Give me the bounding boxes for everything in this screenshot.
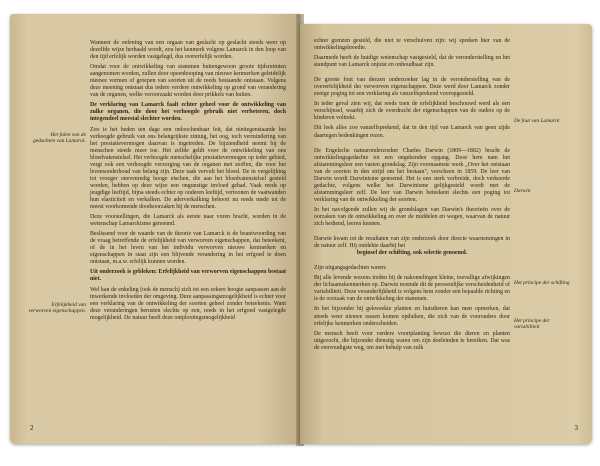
paragraph: Deze voorstellingen, die Lamarck als eerste naar voren bracht, worden in de wetenschap Lamarckisme genoemd. [90, 214, 286, 228]
paragraph: Bij alle levende wezens treden bij de nakomelingen kleine, toevallige afwijkingen der lichaamskenmerken op. Darwin noemde dit de persoonlijke verscheidenheid of variabiliteit. Deze veranderlijkheid is volgens hem zonder een bepaalde richting en is de oorzaak van de ontwikkeling der stammen. [314, 275, 510, 303]
side-note: De fout van Lamarck [514, 118, 560, 124]
paragraph-bold: Uit onderzoek is gebleken: Erfelijkheid van verworven eigenschappen bestaat niet. [90, 269, 286, 283]
paragraph: Zijn uitgangsgedachten waren: [314, 265, 387, 272]
paragraph: De Engelsche natuuronderzoeker Charles Darwin (1809—1882) bracht de ontwikkelingsgedachte tot een ongekenden opgang. Door hem nam het afstammingsleer een vasten grondslag. Zijn voornaamste werk „Over het ontstaan van de soorten in den strijd om het bestaan", verscheen in 1859. De leer van Darwin wordt Darwinisme genoemd. Het is een sterk verbreide, doch verkeerde gedachte, volgens welke het Darwinisme gelijkgesteld wordt met de afstammingsleer zelf. De leer van Darwin beteekent slechts een poging tot verklaring van de ontwikkeling der soorten. [314, 147, 510, 203]
paragraph: In het bijzonder bij gekweekte planten en huisdieren kan men opmerken, dat steeds weer nieuwe rassen komen opduiken, die zich van de voorouders door erfelijke kenmerken onderscheiden. [314, 306, 510, 327]
side-note: Het principe der schifting [514, 280, 570, 286]
paragraph: Darwin kwam tot de resultaten van zijn onderzoek door directe waarnemingen in de natuur zelf. Hij ontdekte daarbij het [314, 236, 510, 250]
side-note: Erfelijkheid van verworven eigenschappen. [28, 302, 86, 315]
paragraph: Dit leek alles zoo vanzelfsprekend, dat in den tijd van Lamarck van geen zijde daartegen bedenkingen rezen. [314, 125, 510, 139]
side-note: Het falen van de gedachten van Lamarck. [33, 132, 86, 145]
left-page [10, 14, 300, 444]
side-note: Het principe der variabiliteit [514, 318, 550, 331]
paragraph: Daarmede heeft de huidige wetenschap vastgesteld, dat de veronderstelling en het standpunt van Lamarck onjuist en onhoudbaar zijn. [314, 55, 510, 69]
side-note: Darwin [514, 188, 531, 194]
paragraph: In het navolgende zullen wij de grondslagen van Darwin's theorieën over de oorzaken van de ontwikkeling en over de middelen en wegen, waarvan de natuur zich bediend, leeren kennen. [314, 206, 510, 228]
paragraph-bold: De verklaring van Lamarck faalt echter geheel voor de ontwikkeling van zulke organen, die door het verhoogde gebruik niet verbeteren, doch integendeel meestal slechter worden. [90, 102, 286, 123]
paragraph: Beslissend voor de waarde van de theorie van Lamarck is de beantwoording van de vraag betreffende de erfelijkheid van verworven eigenschappen, dat beteekent, of de in het leven van het individu verworven nieuwe kenmerken en eigenschappen in staat zijn een blijvende verandering in het erfgoed te doen ontstaan, m.a.w. erfelijk kunnen worden. [90, 231, 286, 266]
paragraph: Wel kan de enkeling (ook de mensch) zich tot een zekere hoogte aanpassen aan de inwerkende invloeden der omgeving. Deze aanpassingsmogelijkheid is echter voor een verklaring van de ontwikkeling der soorten geheel zonder beteekenis. Want deze veranderingen berusten slechts op een, reeds in het erfgoed vastgelegde mogelijkheid. De natuur heeft deze ontplooiingsmogelijkheid [90, 286, 286, 321]
paragraph: Wanneer de oefening van een orgaan van geslacht op geslacht steeds weer op dezelfde wijze herhaald wordt, zou het kenmerk volgens Lamarck in den loop van den tijd erfelijk worden vastgelegd, dus overerfelijk worden. [90, 40, 286, 61]
paragraph-bold: beginsel der schifting, ook selectie genoemd. [356, 250, 468, 257]
paragraph: De groote fout van deezen onderzoeker lag in de veronderstelling van de overerfelijkheid der verworven eigenschappen. Deze werd door Lamarck zonder eenige poging tot een verklaring als vanzelfsprekend vooropgesteld. [314, 77, 510, 98]
paragraph: echter grenzen gesteld, die niet te verschuiven zijn: wij spreken hier van de ontwikkelingsbreedte. [314, 38, 510, 52]
right-page [300, 24, 592, 444]
paragraph: Zoo is het heden ten dage een onloochenbaar feit, dat niettegenstaande het verhoogde gebruik van ons belangrijkste zintuig, het oog, toch vermindering van het prestatievermogen daarvan is ingetreden. De bijziendheid neemt bij de menschen steeds meer toe. Het zelfde geldt voor de ontwikkeling van ons bloedvatenstelsel. Het verhoogde menschelijke prestatievermogen op ieder gebied, vergt ook een verhoogde verzorging van de organen met stoffen, die voor het levensonderhoud van belang zijn. Deze taak vervult het bloed. De in vergelijking tot vroeger onevenredig hooge eischen, die aan het bloedvatenstelsel gesteld worden, hebben op deze wijze een ongunstige invloed gehad. Vaak reeds op jeugdige leeftijd, bijna steeds echter op ouderen leeftijd, vertoonen de vaatwanden hun elasticiteit en verkalken. De aderverkalking behoort nu reeds mede tot de meest voorkomende doodsoorzaken bij de menschen. [90, 126, 286, 211]
open-book [10, 14, 592, 454]
paragraph: De mensch heeft voor verdere voortplanting bewust die dieren en planten uitgezocht, die bijzonder dienstig waren om zijn doeleinden te bereiken. Dat was de eenvoudigste weg, om met behulp van zulk [314, 330, 510, 351]
page-number: 2 [30, 424, 34, 432]
page-number: 3 [574, 424, 578, 432]
paragraph: In ieder geval zien wij, dat reeds toen de erfelijkheid beschouwd werd als een verschijnsel, waarbij zich de overdracht der eigenschappen van de ouders op de kinderen voltrekt. [314, 101, 510, 122]
left-page-text [90, 40, 286, 325]
right-page-text [314, 38, 510, 355]
paragraph: Omdat voor de ontwikkeling van stammen buitengewoon groote tijdsruimten aangenomen worden, zullen door opeenhooping van nieuwe kenmerken geleidelijk nieuwe vormen of groepen van soorten uit de reeds bestaande ontstaan. Volgens deze meening ontstaat dus iedere verdere ontwikkeling op grond van verandering van de organen, welke veroorzaakt worden door prikkels van buiten. [90, 64, 286, 99]
